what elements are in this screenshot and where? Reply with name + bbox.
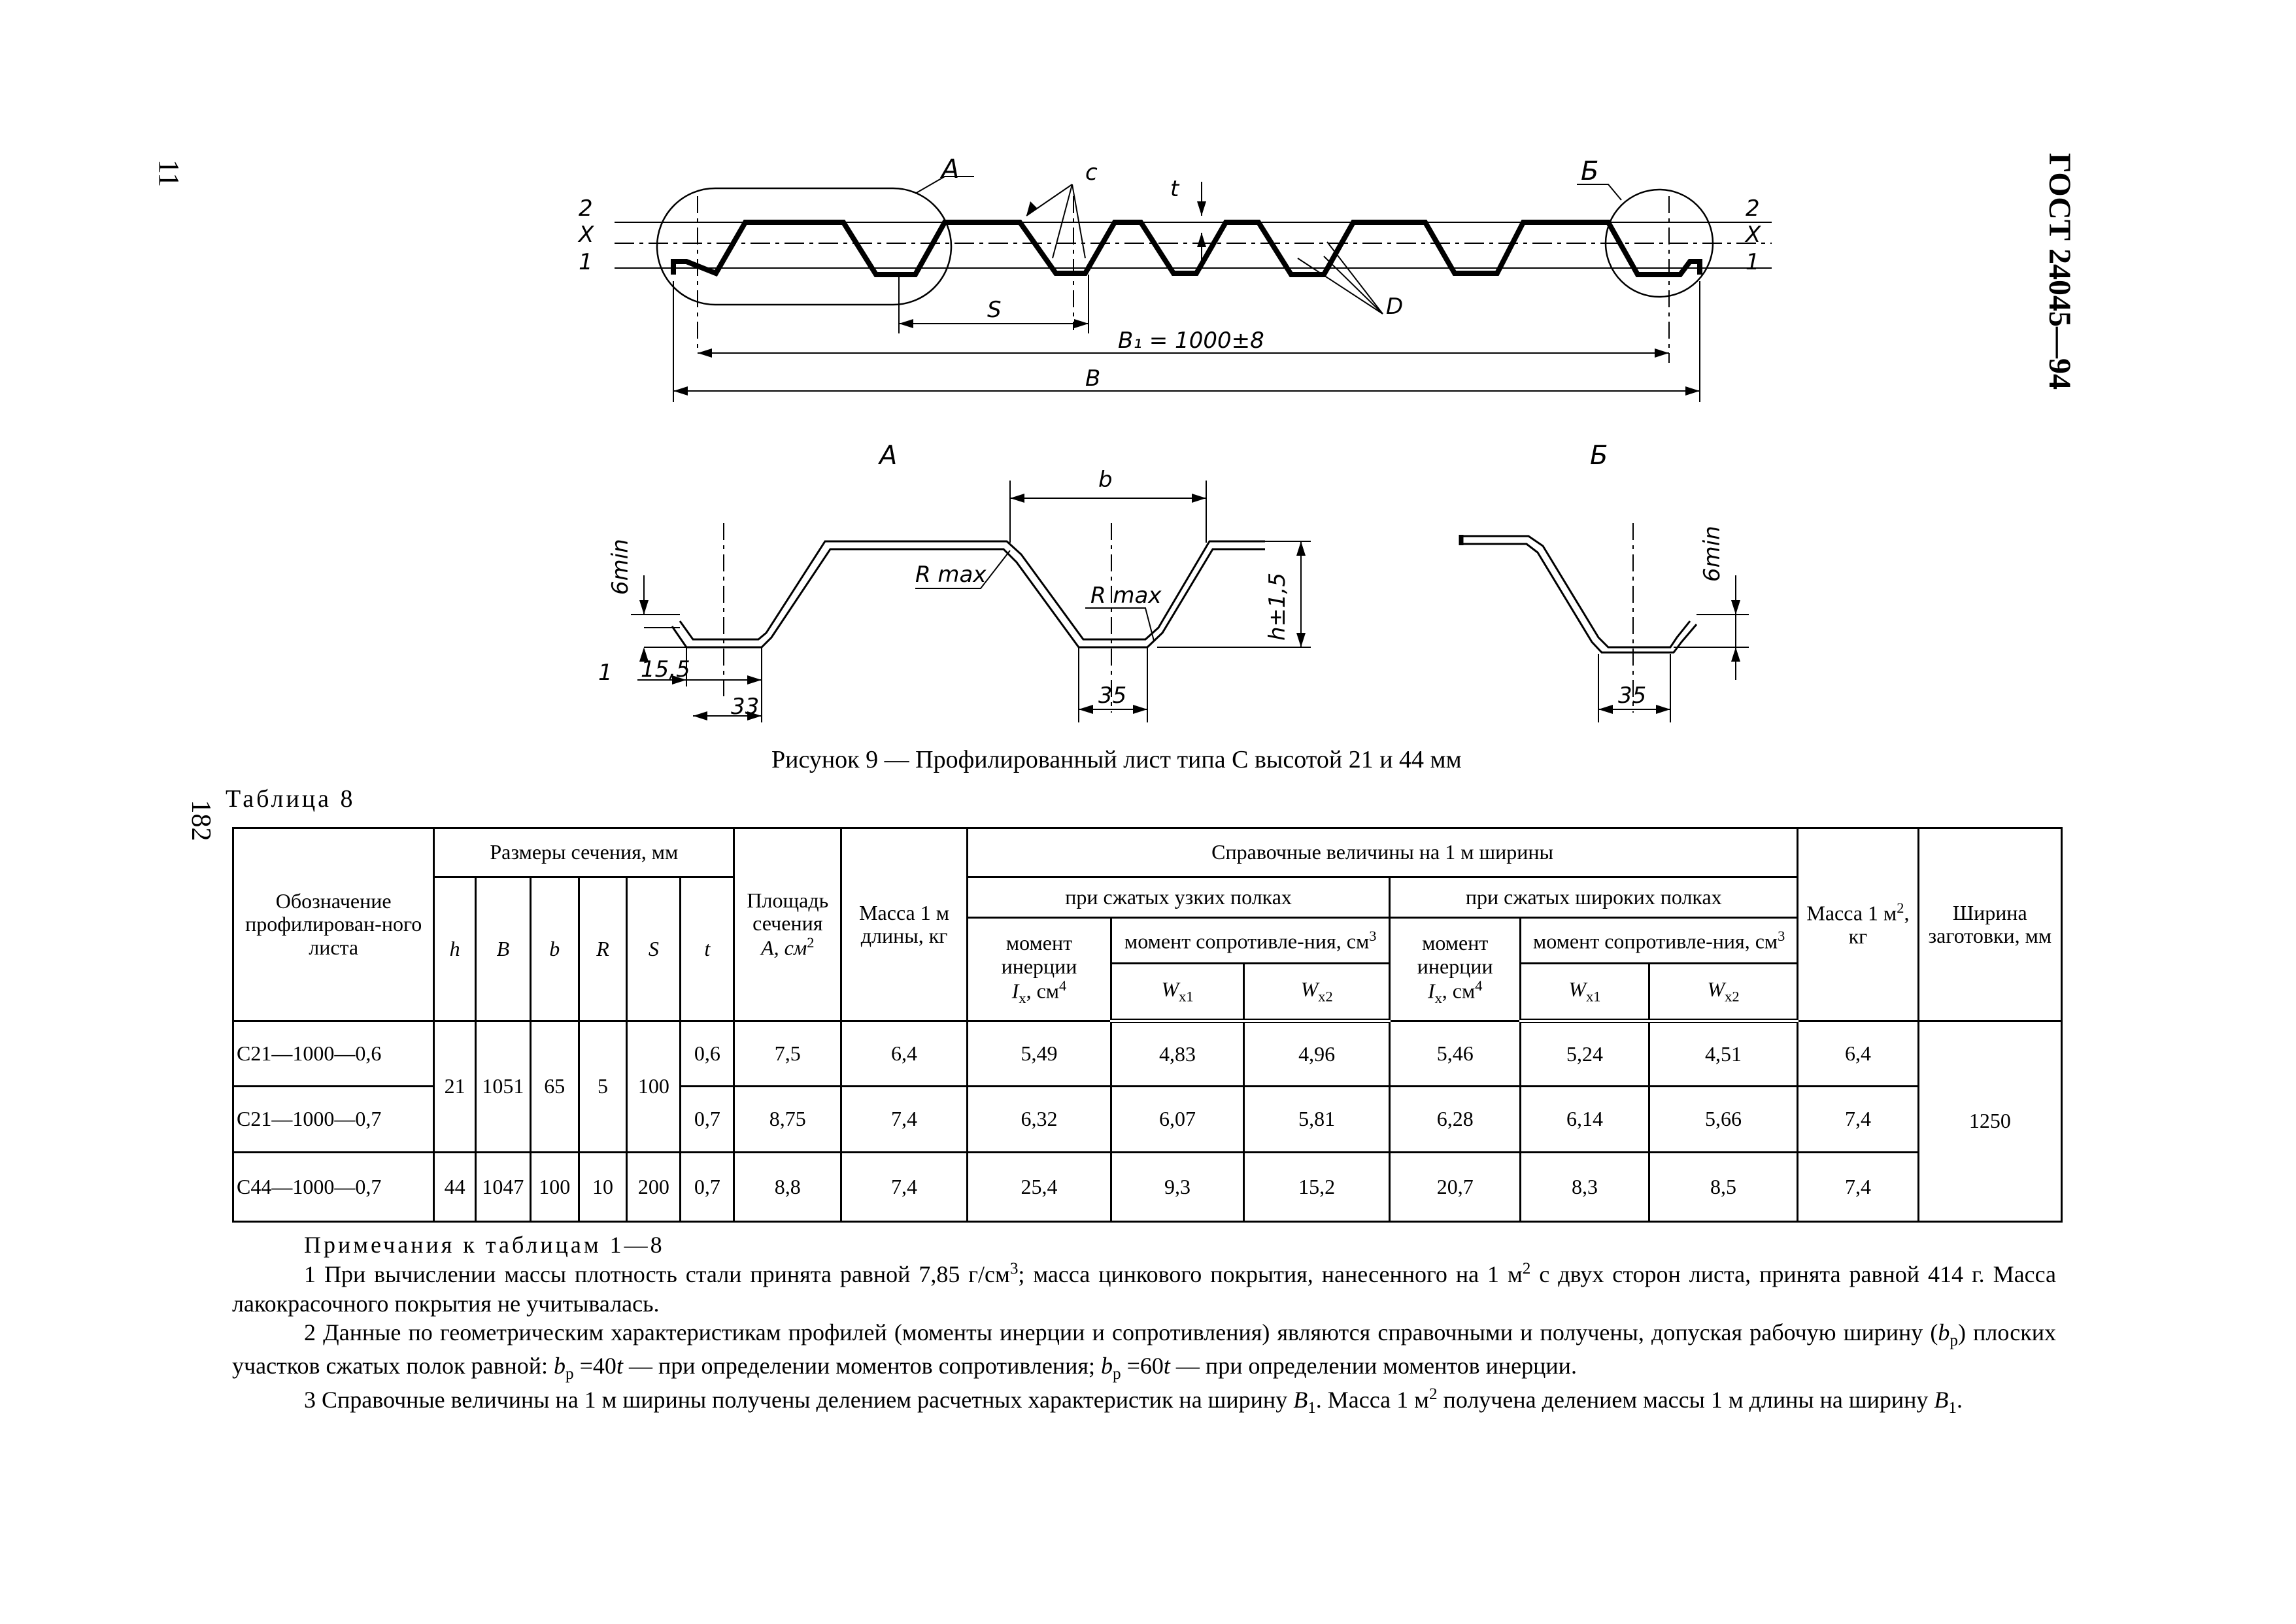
label-dim-15-5: 15,5	[641, 656, 690, 683]
note-3: 3 Справочные величины на 1 м ширины получены делением расчетных характеристик на ширину $B_1$. Масса 1 $м^2$ получена делением массы 1 м длины на ширину $B_1$.	[304, 1385, 1963, 1417]
label-line-x-right: X	[1746, 222, 1761, 248]
header-designation: Обозначение профилирован-ного листа	[233, 828, 434, 1021]
cell-wx2-narrow: 4,96	[1243, 1021, 1389, 1087]
cell-ix-wide: 20,7	[1390, 1152, 1521, 1221]
cell-ix-narrow: 25,4	[967, 1152, 1111, 1221]
cell-S: 200	[627, 1152, 681, 1221]
label-dim-b-top: b	[1098, 467, 1113, 493]
cell-ix-wide: 5,46	[1390, 1021, 1521, 1087]
label-view-b: Б	[1581, 156, 1599, 186]
cell-wx1-wide: 6,14	[1521, 1087, 1649, 1152]
label-r-max-1: R max	[915, 562, 987, 588]
sheet-number: 182	[186, 800, 216, 841]
detail-b-profile	[1461, 536, 1690, 647]
cell-b: 100	[530, 1152, 579, 1221]
cell-wx1-wide: 5,24	[1521, 1021, 1649, 1087]
cell-t: 0,6	[681, 1021, 734, 1087]
cell-t: 0,7	[681, 1087, 734, 1152]
cell-mass: 7,4	[841, 1087, 968, 1152]
cell-mass-m2: 6,4	[1798, 1021, 1918, 1087]
cell-ix-narrow: 6,32	[967, 1087, 1111, 1152]
header-blank-width: Ширина заготовки, мм	[1918, 828, 2061, 1021]
cell-mass: 6,4	[841, 1021, 968, 1087]
header-resist-narrow: момент сопротивле-ния, $см^3$	[1111, 918, 1390, 964]
profile-table	[232, 827, 2063, 1223]
col-S: S	[627, 877, 681, 1021]
col-b: b	[530, 877, 579, 1021]
cell-area: 7,5	[734, 1021, 841, 1087]
cell-h: 44	[434, 1152, 476, 1221]
label-detail-b: Б	[1590, 441, 1608, 471]
cell-wx2-narrow: 15,2	[1243, 1152, 1389, 1221]
label-dim-33: 33	[731, 694, 760, 720]
cell-name: С21—1000—0,7	[233, 1087, 434, 1152]
figure-caption: Рисунок 9 — Профилированный лист типа С высотой 21 и 44 мм	[771, 746, 1462, 773]
header-inertia-narrow: момент инерции $I_x$, $см^4$	[967, 918, 1111, 1021]
label-h-tolerance: h±1,5	[1264, 572, 1291, 641]
table-row	[233, 1021, 2062, 1087]
label-6min-right: 6min	[1699, 526, 1725, 582]
label-one: 1	[598, 660, 613, 686]
cell-wx2-wide: 8,5	[1649, 1152, 1797, 1221]
label-view-a: А	[941, 154, 960, 184]
label-line-1-right: 1	[1746, 249, 1760, 275]
header-section-dims: Размеры сечения, мм	[434, 828, 734, 877]
label-dim-b1: B₁ = 1000±8	[1118, 328, 1264, 354]
notes-block	[232, 1230, 2056, 1419]
header-wide: при сжатых широких полках	[1390, 877, 1798, 918]
col-h: h	[434, 877, 476, 1021]
note-2: 2 Данные по геометрическим характеристикам профилей (моменты инерции и сопротивления) являются справочными и получены, допуская рабочую ширину $(b_p)$ плоских участков сжатых полок равной: $b_p =40t$ — при определении моментов сопротивления; $b_p =60t$ — при определении моментов инерции.	[232, 1319, 2057, 1383]
col-R: R	[579, 877, 627, 1021]
cell-mass-m2: 7,4	[1798, 1087, 1918, 1152]
page-number: 11	[153, 159, 185, 188]
label-callout-c: c	[1085, 160, 1098, 186]
header-wx1-wide: $W_{x1}$	[1521, 964, 1649, 1021]
col-B: B	[475, 877, 530, 1021]
header-wx1-narrow: $W_{x1}$	[1111, 964, 1244, 1021]
label-detail-a: А	[879, 441, 898, 471]
label-thickness-t: t	[1170, 176, 1179, 202]
header-mass-1m: Масса 1 м длины, кг	[841, 828, 968, 1021]
cell-ix-narrow: 5,49	[967, 1021, 1111, 1087]
cell-name: С44—1000—0,7	[233, 1152, 434, 1221]
cell-R: 5	[579, 1021, 627, 1153]
cell-blank-width: 1250	[1918, 1021, 2061, 1222]
cell-B: 1051	[475, 1021, 530, 1153]
label-line-x-left: X	[579, 222, 594, 248]
cell-wx1-narrow: 6,07	[1111, 1087, 1244, 1152]
label-6min-left: 6min	[607, 539, 633, 595]
cell-t: 0,7	[681, 1152, 734, 1221]
cell-wx2-wide: 5,66	[1649, 1087, 1797, 1152]
cell-ix-wide: 6,28	[1390, 1087, 1521, 1152]
cell-wx1-narrow: 9,3	[1111, 1152, 1244, 1221]
header-resist-wide: момент сопротивле-ния, $см^3$	[1521, 918, 1798, 964]
cell-S: 100	[627, 1021, 681, 1153]
cell-R: 10	[579, 1152, 627, 1221]
cell-wx1-wide: 8,3	[1521, 1152, 1649, 1221]
callout-frame-a	[657, 188, 951, 305]
table-title: Таблица 8	[226, 785, 356, 813]
label-line-2-left: 2	[579, 195, 593, 222]
label-dim-35-a: 35	[1098, 683, 1127, 709]
header-wx2-narrow: $W_{x2}$	[1243, 964, 1389, 1021]
cell-area: 8,8	[734, 1152, 841, 1221]
label-r-max-2: R max	[1090, 583, 1162, 609]
cell-h: 21	[434, 1021, 476, 1153]
cell-mass: 7,4	[841, 1152, 968, 1221]
main-profile-line	[673, 222, 1700, 275]
label-dim-s: S	[987, 297, 1002, 323]
header-narrow: при сжатых узких полках	[967, 877, 1389, 918]
cell-mass-m2: 7,4	[1798, 1152, 1918, 1221]
note-1: 1 При вычислении массы плотность стали принята равной 7,85 $г/см^3$; масса цинкового покрытия, нанесенного на 1 $м^2$ с двух сторон листа, принята равной 414 г. Масса лакокрасочного покрытия не учитывалась.	[232, 1260, 2056, 1317]
label-dim-35-b: 35	[1618, 683, 1647, 709]
label-callout-d: D	[1386, 294, 1404, 320]
cell-area: 8,75	[734, 1087, 841, 1152]
cell-wx2-wide: 4,51	[1649, 1021, 1797, 1087]
label-dim-b-total: B	[1085, 365, 1101, 392]
header-area: Площадь сечения A, $см^2$	[734, 828, 841, 1021]
col-t: t	[681, 877, 734, 1021]
notes-heading: Примечания к таблицам 1—8	[304, 1232, 665, 1258]
cell-name: С21—1000—0,6	[233, 1021, 434, 1087]
header-wx2-wide: $W_{x2}$	[1649, 964, 1797, 1021]
cell-B: 1047	[475, 1152, 530, 1221]
cell-b: 65	[530, 1021, 579, 1153]
header-reference: Справочные величины на 1 м ширины	[967, 828, 1797, 877]
cell-wx1-narrow: 4,83	[1111, 1021, 1244, 1087]
label-line-1-left: 1	[579, 249, 593, 275]
standard-designation: ГОСТ 24045—94	[2042, 153, 2077, 390]
header-inertia-wide: момент инерции $I_x$, $см^4$	[1390, 918, 1521, 1021]
label-line-2-right: 2	[1746, 195, 1760, 222]
header-mass-m2: Масса 1 $м^2$, кг	[1798, 828, 1918, 1021]
cell-wx2-narrow: 5,81	[1243, 1087, 1389, 1152]
profile-drawing	[0, 0, 2296, 745]
table-row	[233, 1152, 2062, 1221]
